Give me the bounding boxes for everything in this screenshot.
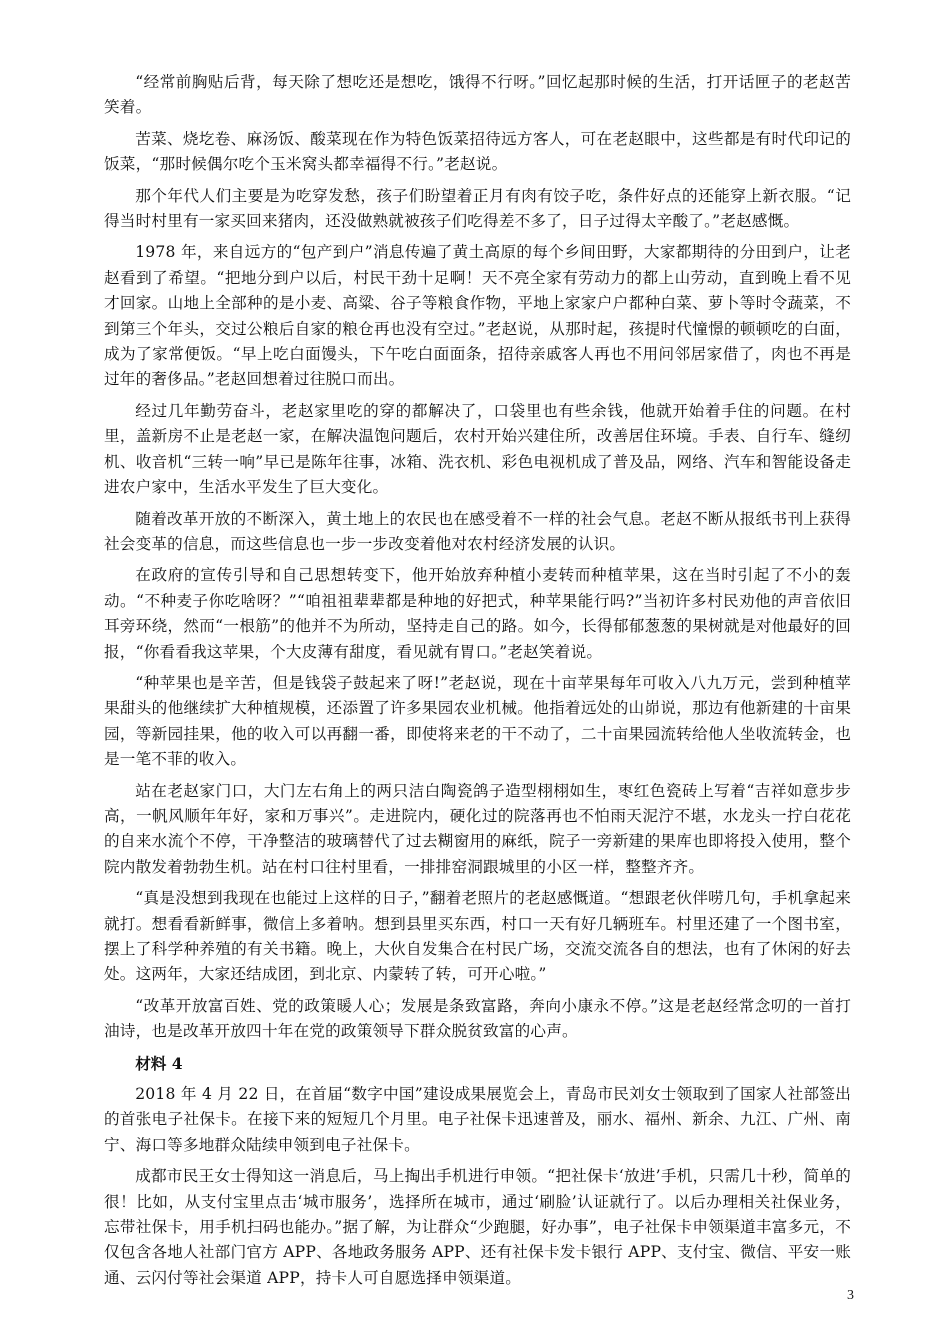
- paragraph: “种苹果也是辛苦，但是钱袋子鼓起来了呀!”老赵说，现在十亩苹果每年可收入八九万元，尝到种植苹果甜头的他继续扩大种植规模，还添置了许多果园农业机械。他指着远处的山峁说，那边有他新建的十亩果园，等新园挂果，他的收入可以再翻一番，即使将来老的干不动了，二十亩果园流转给他人坐收流转金，也是一笔不菲的收入。: [104, 673, 851, 769]
- paragraph: 成都市民王女士得知这一消息后，马上掏出手机进行申领。“把社保卡‘放进’手机，只需几十秒，简单的很！比如，从支付宝里点击‘城市服务’，选择所在城市，通过‘刷脸’认证就行了。以后办理相关社保业务，忘带社保卡，用手机扫码也能办。”据了解，为让群众“少跑腿，好办事”，电子社保卡申领渠道丰富多元，不仅包含各地人社部门官方 APP、各地政务服务 APP、还有社保卡发卡银行 APP、支付宝、微信、平安一账通、云闪付等社会渠道 APP，持卡人可自愿选择申领渠道。: [104, 1167, 851, 1287]
- paragraph: 那个年代人们主要是为吃穿发愁，孩子们盼望着正月有肉有饺子吃，条件好点的还能穿上新衣服。“记得当时村里有一家买回来猪肉，还没做熟就被孩子们吃得差不多了，日子过得太辛酸了。”老赵感慨。: [104, 186, 851, 231]
- paragraph: “真是没想到我现在也能过上这样的日子，”翻着老照片的老赵感慨道。“想跟老伙伴唠几句，手机拿起来就打。想看看新鲜事，微信上多着呐。想到县里买东西，村口一天有好几辆班车。村里还建了一个图书室，摆上了科学种养殖的有关书籍。晚上，大伙自发集合在村民广场，交流交流各自的想法，也有了休闲的好去处。这两年，大家还结成团，到北京、内蒙转了转，可开心啦。”: [104, 889, 851, 984]
- paragraph: “经常前胸贴后背，每天除了想吃还是想吃，饿得不行呀。”回忆起那时候的生活，打开话匣子的老赵苦笑着。: [104, 73, 851, 117]
- paragraph: 2018 年 4 月 22 日，在首届“数字中国”建设成果展览会上，青岛市民刘女士领取到了国家人社部签出的首张电子社保卡。在接下来的短短几个月里。电子社保卡迅速普及，丽水、福州、新余、九江、广州、南宁、海口等多地群众陆续申领到电子社保卡。: [104, 1085, 851, 1154]
- paragraph: 苦菜、烧圪卷、麻汤饭、酸菜现在作为特色饭菜招待远方客人，可在老赵眼中，这些都是有时代印记的饭菜，“那时候偶尔吃个玉米窝头都幸福得不行。”老赵说。: [104, 129, 851, 174]
- paragraph: “改革开放富百姓、党的政策暖人心；发展是条致富路，奔向小康永不停。”这是老赵经常念叨的一首打油诗，也是改革开放四十年在党的政策领导下群众脱贫致富的心声。: [104, 996, 851, 1041]
- page-number: 3: [847, 1288, 854, 1303]
- document-body: [104, 70, 851, 1297]
- section-heading: 材料 4: [135, 1053, 183, 1073]
- paragraph: 站在老赵家门口，大门左右角上的两只洁白陶瓷鸽子造型栩栩如生，枣红色瓷砖上写着“吉祥如意步步高，一帆风顺年年好，家和万事兴”。走进院内，硬化过的院落再也不怕雨天泥泞不堪，水龙头一拧白花花的自来水流个不停，干净整洁的玻璃替代了过去糊窗用的麻纸，院子一旁新建的果库也即将投入使用，整个院内散发着勃勃生机。站在村口往村里看，一排排窑洞跟城里的小区一样，整整齐齐。: [104, 781, 851, 876]
- paragraph: 在政府的宣传引导和自己思想转变下，他开始放弃种植小麦转而种植苹果，这在当时引起了不小的轰动。“不种麦子你吃啥呀？”“咱祖祖辈辈都是种地的好把式，种苹果能行吗?”当初许多村民劝他的声音依旧耳旁环绕，然而“一根筋”的他并不为所动，坚持走自己的路。如今，长得郁郁葱葱的果树就是对他最好的回报，“你看看我这苹果，个大皮薄有甜度，看见就有胃口。”老赵笑着说。: [104, 566, 851, 661]
- paragraph: 经过几年勤劳奋斗，老赵家里吃的穿的都解决了，口袋里也有些余钱，他就开始着手住的问题。在村里，盖新房不止是老赵一家，在解决温饱问题后，农村开始兴建住所，改善居住环境。手表、自行车、缝纫机、收音机“三转一响”早已是陈年往事，冰箱、洗衣机、彩色电视机成了普及品，网络、汽车和智能设备走进农户家中，生活水平发生了巨大变化。: [104, 401, 851, 497]
- paragraph: 随着改革开放的不断深入，黄土地上的农民也在感受着不一样的社会气息。老赵不断从报纸书刊上获得社会变革的信息，而这些信息也一步一步改变着他对农村经济发展的认识。: [104, 509, 851, 553]
- paragraph: 1978 年，来自远方的“包产到户”消息传遍了黄土高原的每个乡间田野，大家都期待的分田到户，让老赵看到了希望。“把地分到户以后，村民干劲十足啊！天不亮全家有劳动力的都上山劳动，直到晚上看不见才回家。山地上全部种的是小麦、高粱、谷子等粮食作物，平地上家家户户都种白菜、萝卜等时令蔬菜，不到第三个年头，交过公粮后自家的粮仓再也没有空过。”老赵说，从那时起，孩提时代憧憬的顿顿吃的白面，成为了家常便饭。“早上吃白面馒头，下午吃白面面条，招待亲戚客人再也不用问邻居家借了，肉也不再是过年的奢侈品。”老赵回想着过往脱口而出。: [104, 243, 851, 389]
